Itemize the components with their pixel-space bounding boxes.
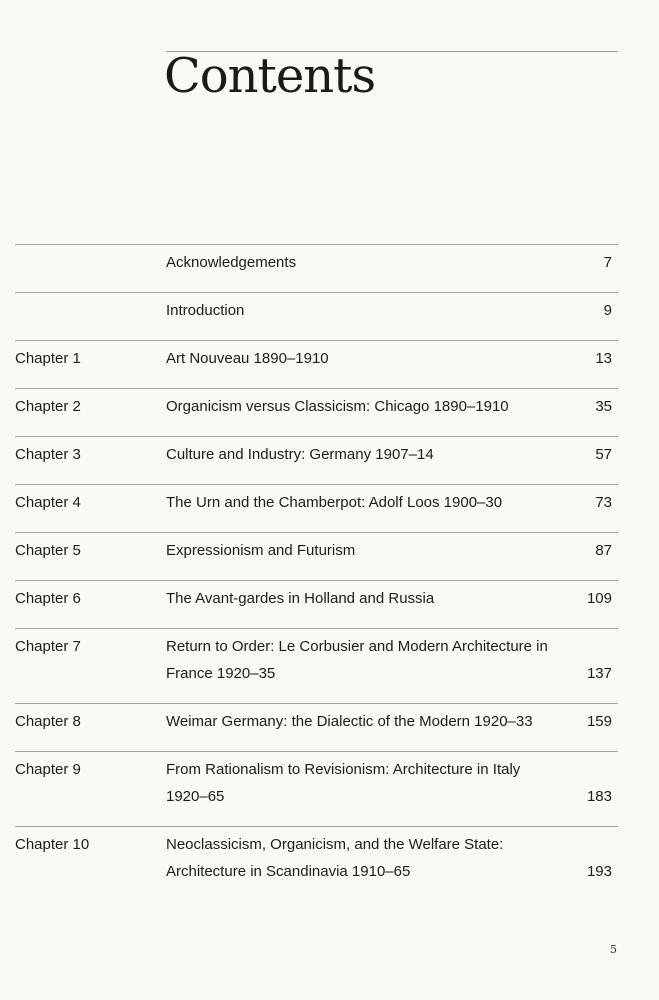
- chapter-label: Chapter 7: [15, 638, 81, 655]
- entry-title: Acknowledgements: [166, 254, 297, 271]
- chapter-label: Chapter 9: [15, 761, 81, 778]
- toc-entry: [15, 244, 618, 293]
- toc-entry: [15, 751, 618, 827]
- page-title: Contents: [164, 48, 376, 104]
- chapter-label: Chapter 4: [15, 494, 81, 511]
- entry-title: Return to Order: Le Corbusier and Modern Architecture in France 1920–35: [166, 638, 548, 682]
- entry-title: Organicism versus Classicism: Chicago 1890–1910: [166, 398, 509, 415]
- entry-title: Weimar Germany: the Dialectic of the Modern 1920–33: [166, 713, 533, 730]
- toc-entry: [15, 436, 618, 485]
- toc-entry: [15, 703, 618, 752]
- toc-entry: [15, 292, 618, 341]
- page-number: 87: [595, 542, 612, 559]
- chapter-label: Chapter 8: [15, 713, 81, 730]
- toc-entry: [15, 580, 618, 629]
- page-number: 57: [595, 446, 612, 463]
- page-number: 159: [586, 713, 612, 730]
- chapter-label: Chapter 3: [15, 446, 81, 463]
- chapter-label: Chapter 2: [15, 398, 81, 415]
- page-number: 9: [603, 302, 612, 319]
- entry-title: Neoclassicism, Organicism, and the Welfare State: Architecture in Scandinavia 1910–65: [166, 836, 504, 880]
- page-folio: 5: [610, 943, 617, 956]
- toc-entry: [15, 532, 618, 581]
- entry-title: Art Nouveau 1890–1910: [166, 350, 329, 367]
- toc-entry: [15, 340, 618, 389]
- chapter-label: Chapter 1: [15, 350, 81, 367]
- entry-title: From Rationalism to Revisionism: Architecture in Italy 1920–65: [166, 761, 521, 805]
- entry-title: The Urn and the Chamberpot: Adolf Loos 1900–30: [166, 494, 503, 511]
- page-number: 137: [586, 665, 612, 682]
- page-number: 35: [595, 398, 612, 415]
- entry-title: The Avant-gardes in Holland and Russia: [166, 590, 435, 607]
- page-number: 13: [595, 350, 612, 367]
- chapter-label: Chapter 10: [15, 836, 90, 853]
- entry-title: Expressionism and Futurism: [166, 542, 356, 559]
- toc-entry: [15, 484, 618, 533]
- chapter-label: Chapter 6: [15, 590, 81, 607]
- toc-entry: [15, 628, 618, 704]
- page-number: 73: [595, 494, 612, 511]
- page-number: 193: [586, 863, 612, 880]
- page-number: 7: [603, 254, 612, 271]
- page-number: 183: [586, 788, 612, 805]
- chapter-label: Chapter 5: [15, 542, 81, 559]
- entry-title: Culture and Industry: Germany 1907–14: [166, 446, 434, 463]
- toc-entry: [15, 388, 618, 437]
- page-number: 109: [586, 590, 612, 607]
- entry-title: Introduction: [166, 302, 245, 319]
- toc-entry: [15, 826, 618, 902]
